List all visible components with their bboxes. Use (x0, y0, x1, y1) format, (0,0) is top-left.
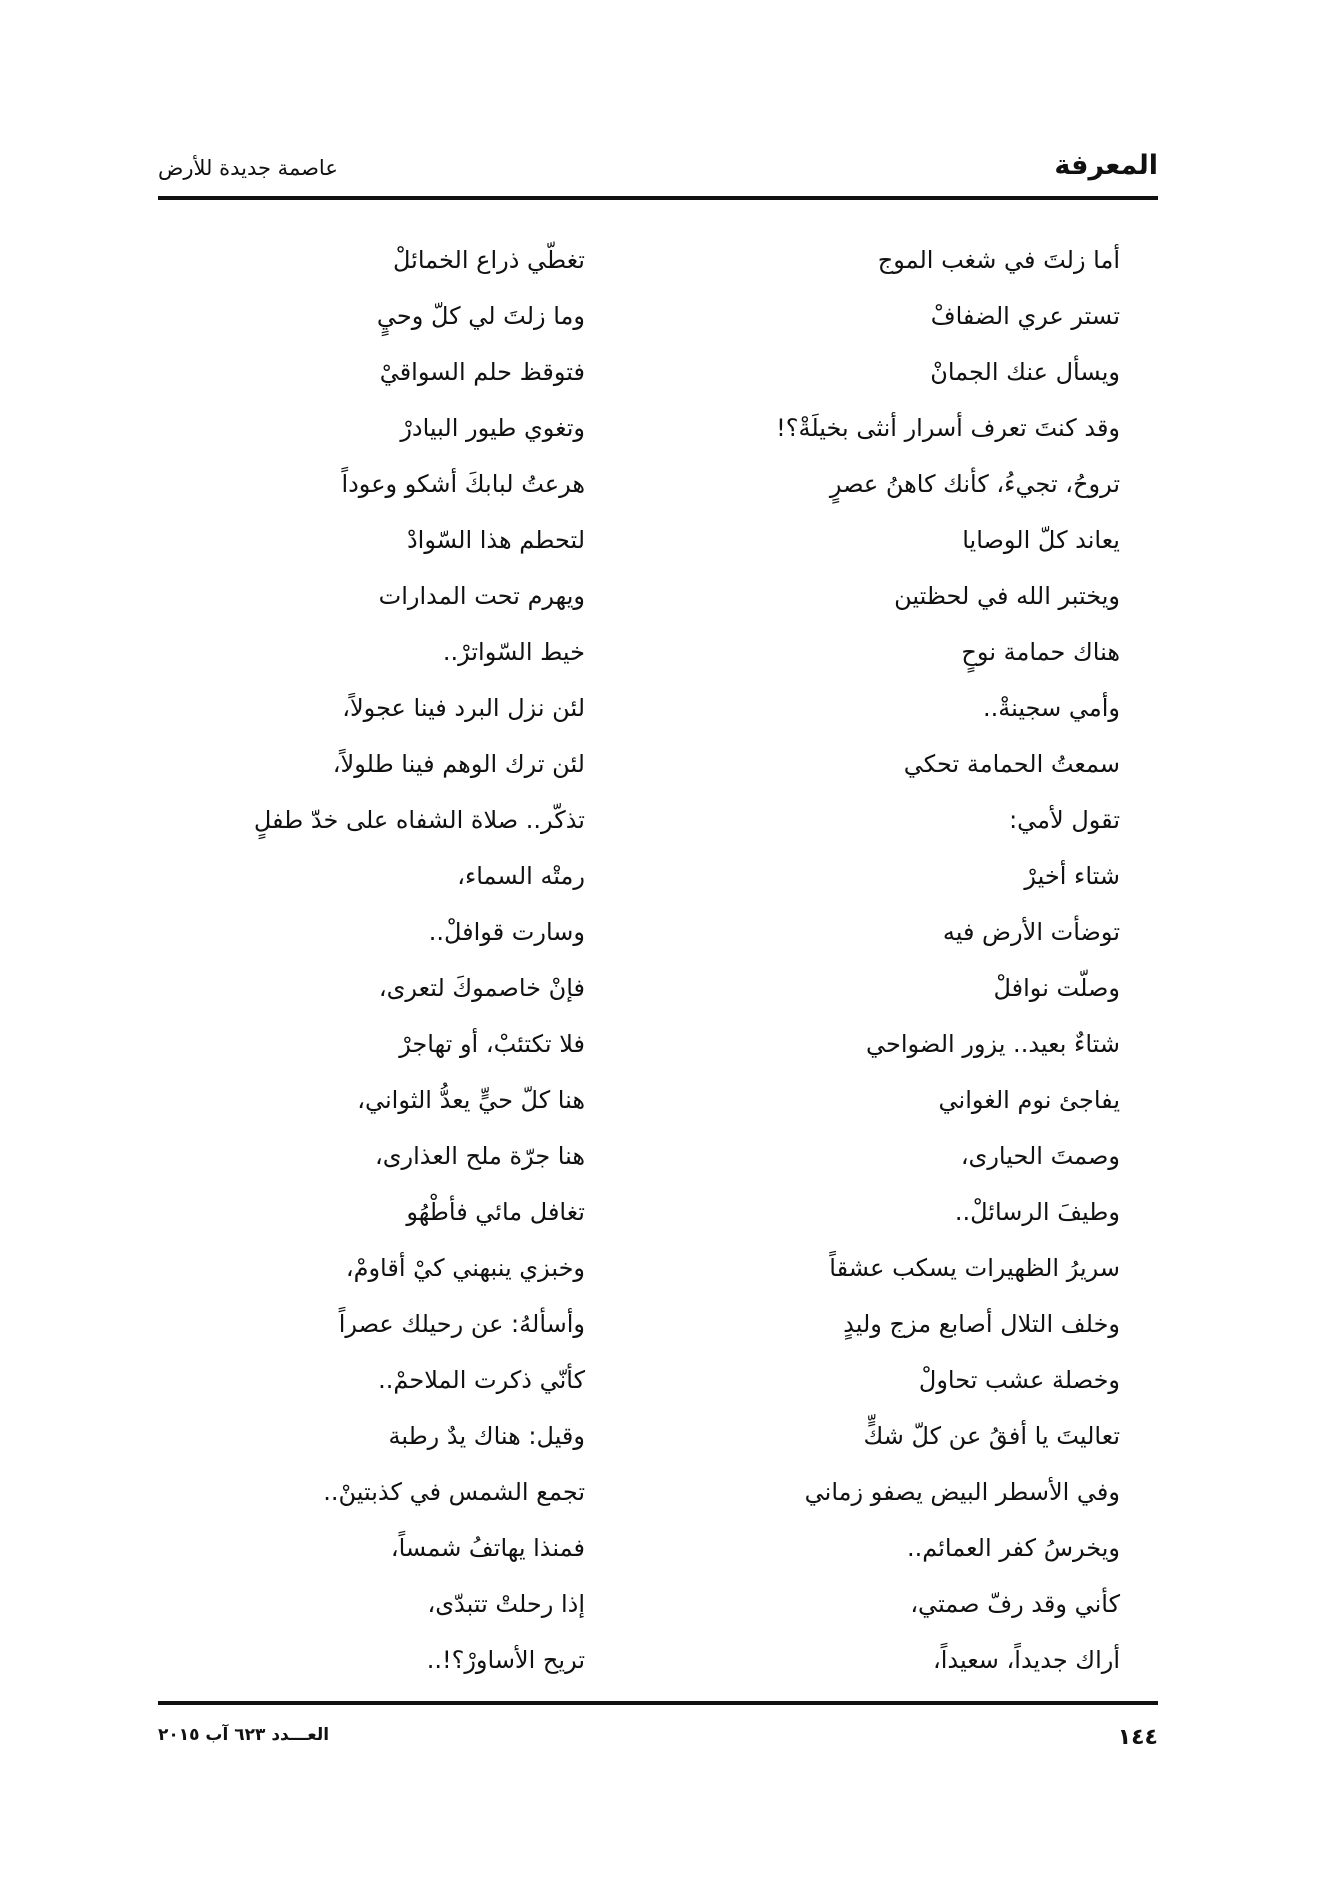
page-footer (158, 1725, 1158, 1765)
poem-line: تستر عري الضفافْ (930, 302, 1120, 330)
page-number: ١٤٤ (1117, 1725, 1158, 1750)
poem-line: وخبزي ينبهني كيْ أقاومْ، (345, 1254, 585, 1282)
poem-line: وطيفَ الرسائلْ.. (954, 1198, 1120, 1226)
magazine-logo: المعرفة (1054, 150, 1158, 181)
page-header (158, 150, 1158, 196)
poem-body (158, 232, 1158, 1687)
poem-line: هرعتُ لبابكَ أشكو وعوداً (341, 470, 585, 498)
poem-line: لئن نزل البرد فينا عجولاً، (342, 694, 585, 722)
poem-line: وسارت قوافلْ.. (428, 918, 585, 946)
poem-line: تعاليتَ يا أفقُ عن كلّ شكٍّ (863, 1422, 1120, 1450)
poem-line: تريح الأساورْ؟!.. (426, 1646, 585, 1674)
poem-line: وأسألهُ: عن رحيلك عصراً (338, 1310, 585, 1338)
poem-line: فإنْ خاصموكَ لتعرى، (378, 974, 585, 1002)
poem-line: ويخرسُ كفر العمائم.. (906, 1534, 1120, 1562)
poem-line: ويسأل عنك الجمانْ (930, 358, 1120, 386)
poem-line: وما زلتَ لي كلّ وحيٍ (376, 302, 585, 330)
poem-line: تروحُ، تجيءُ، كأنك كاهنُ عصرٍ (829, 470, 1120, 498)
poem-line: تغطّي ذراع الخمائلْ (393, 246, 585, 274)
poem-line: هنا جرّة ملح العذارى، (375, 1142, 585, 1170)
poem-line: لئن ترك الوهم فينا طلولاً، (332, 750, 585, 778)
poem-line: سريرُ الظهيرات يسكب عشقاً (829, 1254, 1120, 1282)
poem-line: يفاجئ نوم الغواني (938, 1086, 1120, 1114)
poem-line: وخلف التلال أصابع مزج وليدٍ (843, 1310, 1120, 1338)
poem-line: وصلّت نوافلْ (993, 974, 1120, 1002)
poem-line: أما زلتَ في شغب الموج (877, 246, 1120, 274)
poem-line: ويهرم تحت المدارات (378, 582, 585, 610)
poem-line: تذكّر.. صلاة الشفاه على خدّ طفلٍ (253, 806, 585, 834)
poem-line: سمعتُ الحمامة تحكي (903, 750, 1120, 778)
poem-line: فمنذا يهاتفُ شمساً، (390, 1534, 585, 1562)
poem-line: شتاءٌ بعيد.. يزور الضواحي (866, 1030, 1120, 1058)
poem-line: وقيل: هناك يدٌ رطبة (388, 1422, 585, 1450)
poem-line: فلا تكتئبْ، أو تهاجرْ (399, 1030, 585, 1058)
poem-line: شتاء أخيرْ (1024, 862, 1120, 890)
poem-line: تغافل مائي فأطْهُو (406, 1198, 585, 1226)
poem-line: توضأت الأرض فيه (942, 918, 1120, 946)
poem-line: تقول لأمي: (1009, 806, 1120, 834)
poem-column-right (700, 232, 1120, 1688)
poem-line: هنا كلّ حيٍّ يعدُّ الثواني، (357, 1086, 585, 1114)
article-title: عاصمة جديدة للأرض (158, 156, 338, 180)
poem-line: كأنّي ذكرت الملاحمْ.. (378, 1366, 585, 1394)
poem-line: كأني وقد رفّ صمتي، (910, 1590, 1120, 1618)
poem-line: وقد كنتَ تعرف أسرار أنثى بخيلَةْ؟! (776, 414, 1120, 442)
poem-line: لتحطم هذا السّوادْ (406, 526, 585, 554)
header-rule (158, 196, 1158, 200)
poem-line: أراك جديداً، سعيداً، (932, 1646, 1120, 1674)
poem-line: يعاند كلّ الوصايا (962, 526, 1120, 554)
poem-line: وصمتَ الحيارى، (960, 1142, 1120, 1170)
poem-line: إذا رحلتْ تتبدّى، (427, 1590, 585, 1618)
poem-line: وأمي سجينةْ.. (983, 694, 1120, 722)
poem-line: ويختبر الله في لحظتين (894, 582, 1120, 610)
poem-line: فتوقظ حلم السواقيْ (379, 358, 585, 386)
poem-column-left (165, 232, 585, 1688)
issue-info: العـــدد ٦٢٣ آب ٢٠١٥ (158, 1725, 330, 1745)
poem-line: وخصلة عشب تحاولْ (918, 1366, 1120, 1394)
poem-line: وفي الأسطر البيض يصفو زماني (804, 1478, 1120, 1506)
poem-line: هناك حمامة نوحٍ (961, 638, 1120, 666)
poem-line: وتغوي طيور البيادرْ (400, 414, 585, 442)
poem-line: رمتْه السماء، (457, 862, 585, 890)
poem-line: خيط السّواترْ.. (442, 638, 585, 666)
footer-rule (158, 1701, 1158, 1705)
poem-line: تجمع الشمس في كذبتينْ.. (323, 1478, 585, 1506)
